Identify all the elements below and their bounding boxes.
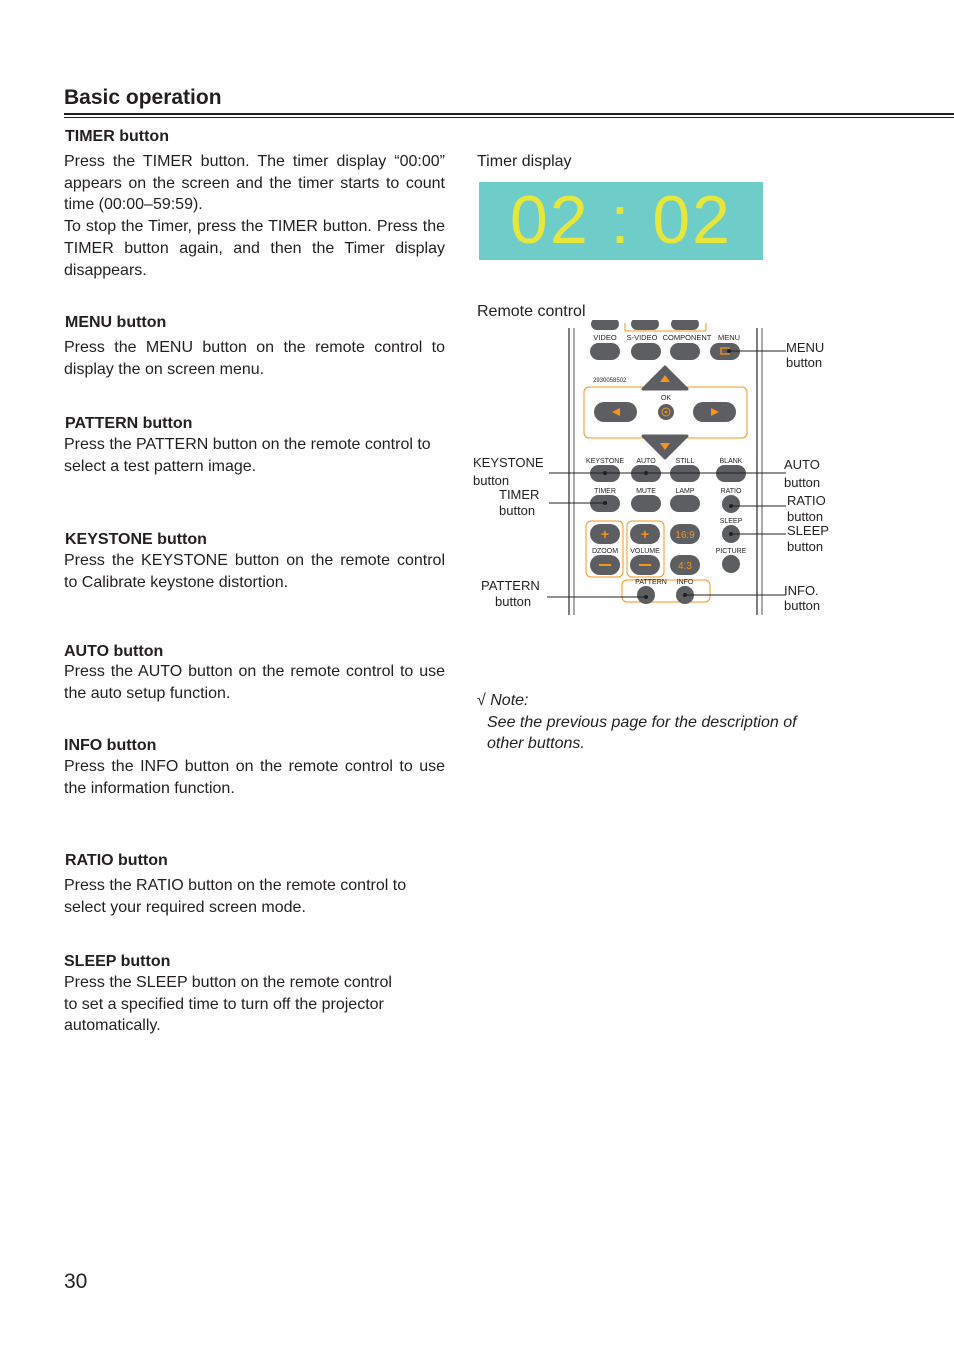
remote-control-label: Remote control — [477, 303, 586, 320]
callout-ratio-sub: button — [787, 509, 824, 524]
pattern-paragraph: Press the PATTERN button on the remote control to select a test pattern image. — [64, 436, 431, 475]
info-body — [64, 756, 445, 799]
callout-ratio: RATIO — [787, 493, 826, 508]
callout-timer: TIMER — [499, 487, 540, 502]
remote-label-pattern: PATTERN — [635, 579, 667, 586]
sleep-line-1: Press the SLEEP button on the remote control — [64, 974, 392, 991]
remote-label-menu: MENU — [717, 333, 741, 342]
sleep-body — [64, 972, 445, 1037]
page-number: 30 — [64, 1270, 88, 1293]
title-rule — [64, 113, 954, 115]
remote-label-keystone: KEYSTONE — [586, 458, 624, 465]
remote-model-code: 2930058502 — [593, 378, 627, 384]
timer-heading: TIMER button — [65, 128, 169, 145]
callout-menu: MENU — [786, 340, 825, 355]
menu-paragraph: Press the MENU button on the remote control to display the on screen menu. — [64, 339, 445, 378]
remote-control-diagram — [470, 320, 840, 620]
remote-label-blank: BLANK — [719, 458, 743, 465]
svideo-button — [631, 343, 661, 360]
remote-label-lamp: LAMP — [675, 488, 695, 495]
info-paragraph: Press the INFO button on the remote control to use the information function. — [64, 758, 445, 797]
remote-label-info: INFO — [676, 579, 694, 586]
remote-label-volume: VOLUME — [630, 548, 660, 555]
svg-text:+: + — [600, 526, 610, 542]
callout-keystone-sub: button — [473, 473, 510, 488]
timer-display — [479, 182, 763, 260]
ratio-paragraph: Press the RATIO button on the remote control to select your required screen mode. — [64, 877, 407, 916]
remote-label-dzoom: DZOOM — [591, 548, 619, 555]
remote-label-ratio: RATIO — [720, 488, 742, 495]
remote-label-auto: AUTO — [636, 458, 656, 465]
menu-body — [64, 337, 445, 380]
info-heading: INFO button — [64, 737, 157, 754]
callout-info-sub: button — [784, 598, 821, 613]
sleep-line-3: automatically. — [64, 1017, 161, 1035]
timer-paragraph-2: To stop the Timer, press the TIMER button. Press the TIMER button again, and then the Timer display disappears. — [64, 218, 445, 279]
remote-label-mute: MUTE — [636, 488, 656, 495]
callout-auto: AUTO — [784, 457, 820, 472]
remote-label-svideo: S-VIDEO — [626, 333, 658, 342]
menu-heading: MENU button — [65, 314, 167, 331]
remote-label-still: STILL — [675, 458, 695, 465]
callout-keystone: KEYSTONE — [473, 455, 544, 470]
auto-paragraph: Press the AUTO button on the remote control to use the auto setup function. — [64, 663, 445, 702]
keystone-body — [64, 550, 445, 593]
auto-body — [64, 661, 445, 704]
remote-label-timer: TIMER — [594, 488, 616, 495]
note-block — [477, 690, 797, 755]
note-check-mark: √ — [477, 692, 486, 709]
title-rule-thin — [64, 117, 954, 118]
callout-sleep: SLEEP — [787, 523, 829, 538]
callout-pattern-sub: button — [495, 594, 532, 609]
keystone-paragraph: Press the KEYSTONE button on the remote control to Calibrate keystone distortion. — [64, 552, 445, 591]
note-title: Note: — [490, 692, 529, 709]
callout-pattern: PATTERN — [481, 578, 540, 593]
sleep-heading: SLEEP button — [64, 953, 171, 970]
mute-button — [631, 495, 661, 512]
ratio-body — [64, 875, 445, 918]
ratio-heading: RATIO button — [65, 852, 168, 869]
svg-text:+: + — [640, 526, 650, 542]
remote-label-picture: PICTURE — [715, 548, 747, 555]
picture-button — [722, 555, 740, 573]
callout-timer-sub: button — [499, 503, 536, 518]
pattern-body — [64, 434, 445, 477]
ratio-169-label: 16:9 — [675, 530, 695, 541]
remote-label-video: VIDEO — [593, 333, 617, 342]
timer-paragraph-1: Press the TIMER button. The timer display “00:00” appears on the screen and the timer starts to count time (00:00–59:59). — [64, 153, 445, 214]
note-text-line-2: other buttons. — [487, 735, 585, 753]
note-text-line-1: See the previous page for the description of — [487, 713, 797, 731]
component-button — [670, 343, 700, 360]
ratio-43-label: 4:3 — [678, 561, 692, 572]
note-title-line — [477, 690, 797, 712]
callout-sleep-sub: button — [787, 539, 824, 554]
timer-body — [64, 151, 445, 281]
remote-label-sleep: SLEEP — [719, 518, 743, 525]
lamp-button — [670, 495, 700, 512]
pattern-heading: PATTERN button — [65, 415, 193, 432]
ok-label: OK — [660, 395, 672, 402]
callout-menu-sub: button — [786, 355, 823, 370]
keystone-heading: KEYSTONE button — [65, 531, 207, 548]
video-button — [590, 343, 620, 360]
remote-label-component: COMPONENT — [662, 333, 712, 342]
callout-auto-sub: button — [784, 475, 821, 490]
page-title: Basic operation — [64, 86, 222, 109]
callout-info: INFO. — [784, 583, 819, 598]
timer-digits: 02 : 02 — [510, 182, 732, 258]
sleep-line-2: to set a specified time to turn off the projector — [64, 995, 384, 1013]
auto-heading: AUTO button — [64, 643, 164, 660]
timer-display-label: Timer display — [477, 153, 572, 170]
